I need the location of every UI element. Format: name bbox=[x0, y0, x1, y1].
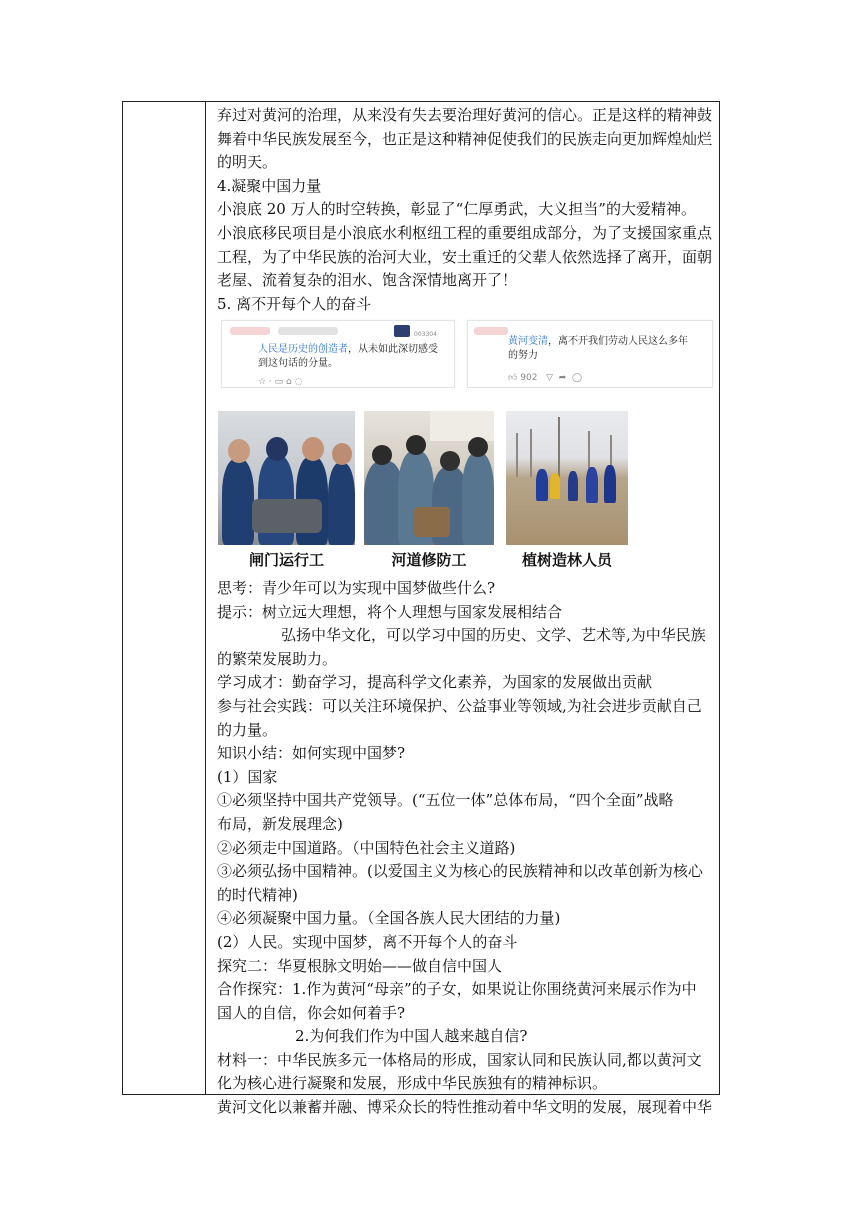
text-line: 合作探究：1.作为黄河“母亲”的子女，如果说让你围绕黄河来展示作为中 bbox=[217, 980, 697, 999]
text-line: ③必须弘扬中国精神。(以爱国主义为核心的民族精神和以改革创新为核心 bbox=[217, 862, 703, 881]
thumbs-down-icon: ▽ ➦ ◯ bbox=[540, 373, 583, 383]
comment-body-2: 的努力 bbox=[508, 350, 538, 361]
text-line: 布局，新发展理念) bbox=[217, 814, 343, 833]
photo-tree-planting bbox=[506, 411, 628, 545]
text-line: 提示：树立远大理想，将个人理想与国家发展相结合 bbox=[217, 602, 563, 621]
lesson-content-bottom bbox=[217, 577, 717, 1120]
text-line: 国人的自信，你会如何着手? bbox=[217, 1003, 406, 1022]
comment-text bbox=[508, 335, 688, 363]
photo-caption: 植树造林人员 bbox=[521, 551, 612, 569]
text-line: 舞着中华民族发展至今，也正是这种精神促使我们的民族走向更加辉煌灿烂 bbox=[217, 129, 713, 148]
text-line: ④必须凝聚中国力量。（全国各族人民大团结的力量) bbox=[217, 909, 561, 928]
text-line: ②必须走中国道路。（中国特色社会主义道路) bbox=[217, 838, 516, 857]
text-line: 的力量。 bbox=[217, 720, 278, 739]
text-line: 工程，为了中华民族的治河大业，安土重迁的父辈人依然选择了离开，面朝 bbox=[217, 247, 713, 266]
section-heading: 5. 离不开每个人的奋斗 bbox=[217, 294, 372, 313]
text-line: 弘扬中华文化，可以学习中国的历史、文学、艺术等,为中华民族 bbox=[281, 626, 706, 645]
lesson-content-top bbox=[217, 104, 717, 316]
like-count: 902 bbox=[520, 373, 538, 383]
text-line: 参与社会实践：可以关注环境保护、公益事业等领域,为社会进步贡献自己 bbox=[217, 696, 702, 715]
text-line: 弃过对黄河的治理，从来没有失去要治理好黄河的信心。正是这样的精神鼓 bbox=[217, 106, 713, 124]
text-line: 思考：青少年可以为实现中国梦做些什么? bbox=[217, 579, 496, 597]
text-line: 老屋、流着复杂的泪水、饱含深情地离开了！ bbox=[217, 271, 518, 290]
comment-body: ，离不开我们劳动人民这么多年 bbox=[548, 336, 688, 347]
photo-river-repair bbox=[364, 411, 494, 545]
text-line: (2）人民。实现中国梦，离不开每个人的奋斗 bbox=[217, 932, 518, 951]
thumbs-up-icon: 👍︎ bbox=[508, 373, 518, 383]
comment-actions: ☆ · ▭ ⌂ ◌ bbox=[258, 377, 303, 387]
table-column-divider bbox=[205, 101, 206, 1095]
text-line: 的繁荣发展助力。 bbox=[217, 649, 338, 668]
photo-caption: 河道修防工 bbox=[391, 551, 467, 569]
text-line: 黄河文化以兼蓄并融、博采众长的特性推动着中华文明的发展，展现着中华 bbox=[217, 1098, 713, 1117]
comment-screenshots bbox=[221, 320, 711, 386]
badge-icon bbox=[394, 325, 410, 337]
comment-actions bbox=[508, 373, 582, 383]
comment-body: ，从未如此深切感受 bbox=[348, 344, 438, 355]
text-line: 的明天。 bbox=[217, 153, 278, 172]
text-line: 小浪底 20 万人的时空转换，彰显了“仁厚勇武，大义担当”的大爱精神。 bbox=[217, 200, 696, 219]
text-line: 2.为何我们作为中国人越来越自信? bbox=[295, 1027, 528, 1046]
text-line: 的时代精神) bbox=[217, 885, 298, 904]
photo-gate-operator bbox=[218, 411, 355, 545]
comment-highlight: 人民是历史的创造者 bbox=[258, 344, 348, 355]
text-line: ①必须坚持中国共产党领导。(“五位一体”总体布局，“四个全面”战略 bbox=[217, 791, 674, 810]
section-heading: 4.凝聚中国力量 bbox=[217, 176, 322, 195]
text-line: (1）国家 bbox=[217, 767, 278, 786]
comment-text bbox=[258, 343, 438, 371]
comment-body-2: 到这句话的分量。 bbox=[258, 358, 338, 369]
text-line: 小浪底移民项目是小浪底水利枢纽工程的重要组成部分，为了支援国家重点 bbox=[217, 223, 713, 242]
comment-card-left bbox=[221, 320, 455, 388]
worker-photos bbox=[218, 411, 630, 571]
photo-caption: 闸门运行工 bbox=[248, 551, 324, 569]
comment-card-right bbox=[467, 320, 713, 388]
text-line: 材料一：中华民族多元一体格局的形成，国家认同和民族认同,都以黄河文 bbox=[217, 1050, 702, 1069]
text-line: 化为核心进行凝聚和发展，形成中华民族独有的精神标识。 bbox=[217, 1074, 608, 1093]
text-line: 探究二：华夏根脉文明始——做自信中国人 bbox=[217, 956, 503, 975]
text-line: 学习成才：勤奋学习，提高科学文化素养，为国家的发展做出贡献 bbox=[217, 673, 653, 692]
text-line: 知识小结：如何实现中国梦? bbox=[217, 744, 406, 763]
badge-text: 003304 bbox=[414, 331, 437, 338]
comment-highlight: 黄河变清 bbox=[508, 336, 548, 347]
